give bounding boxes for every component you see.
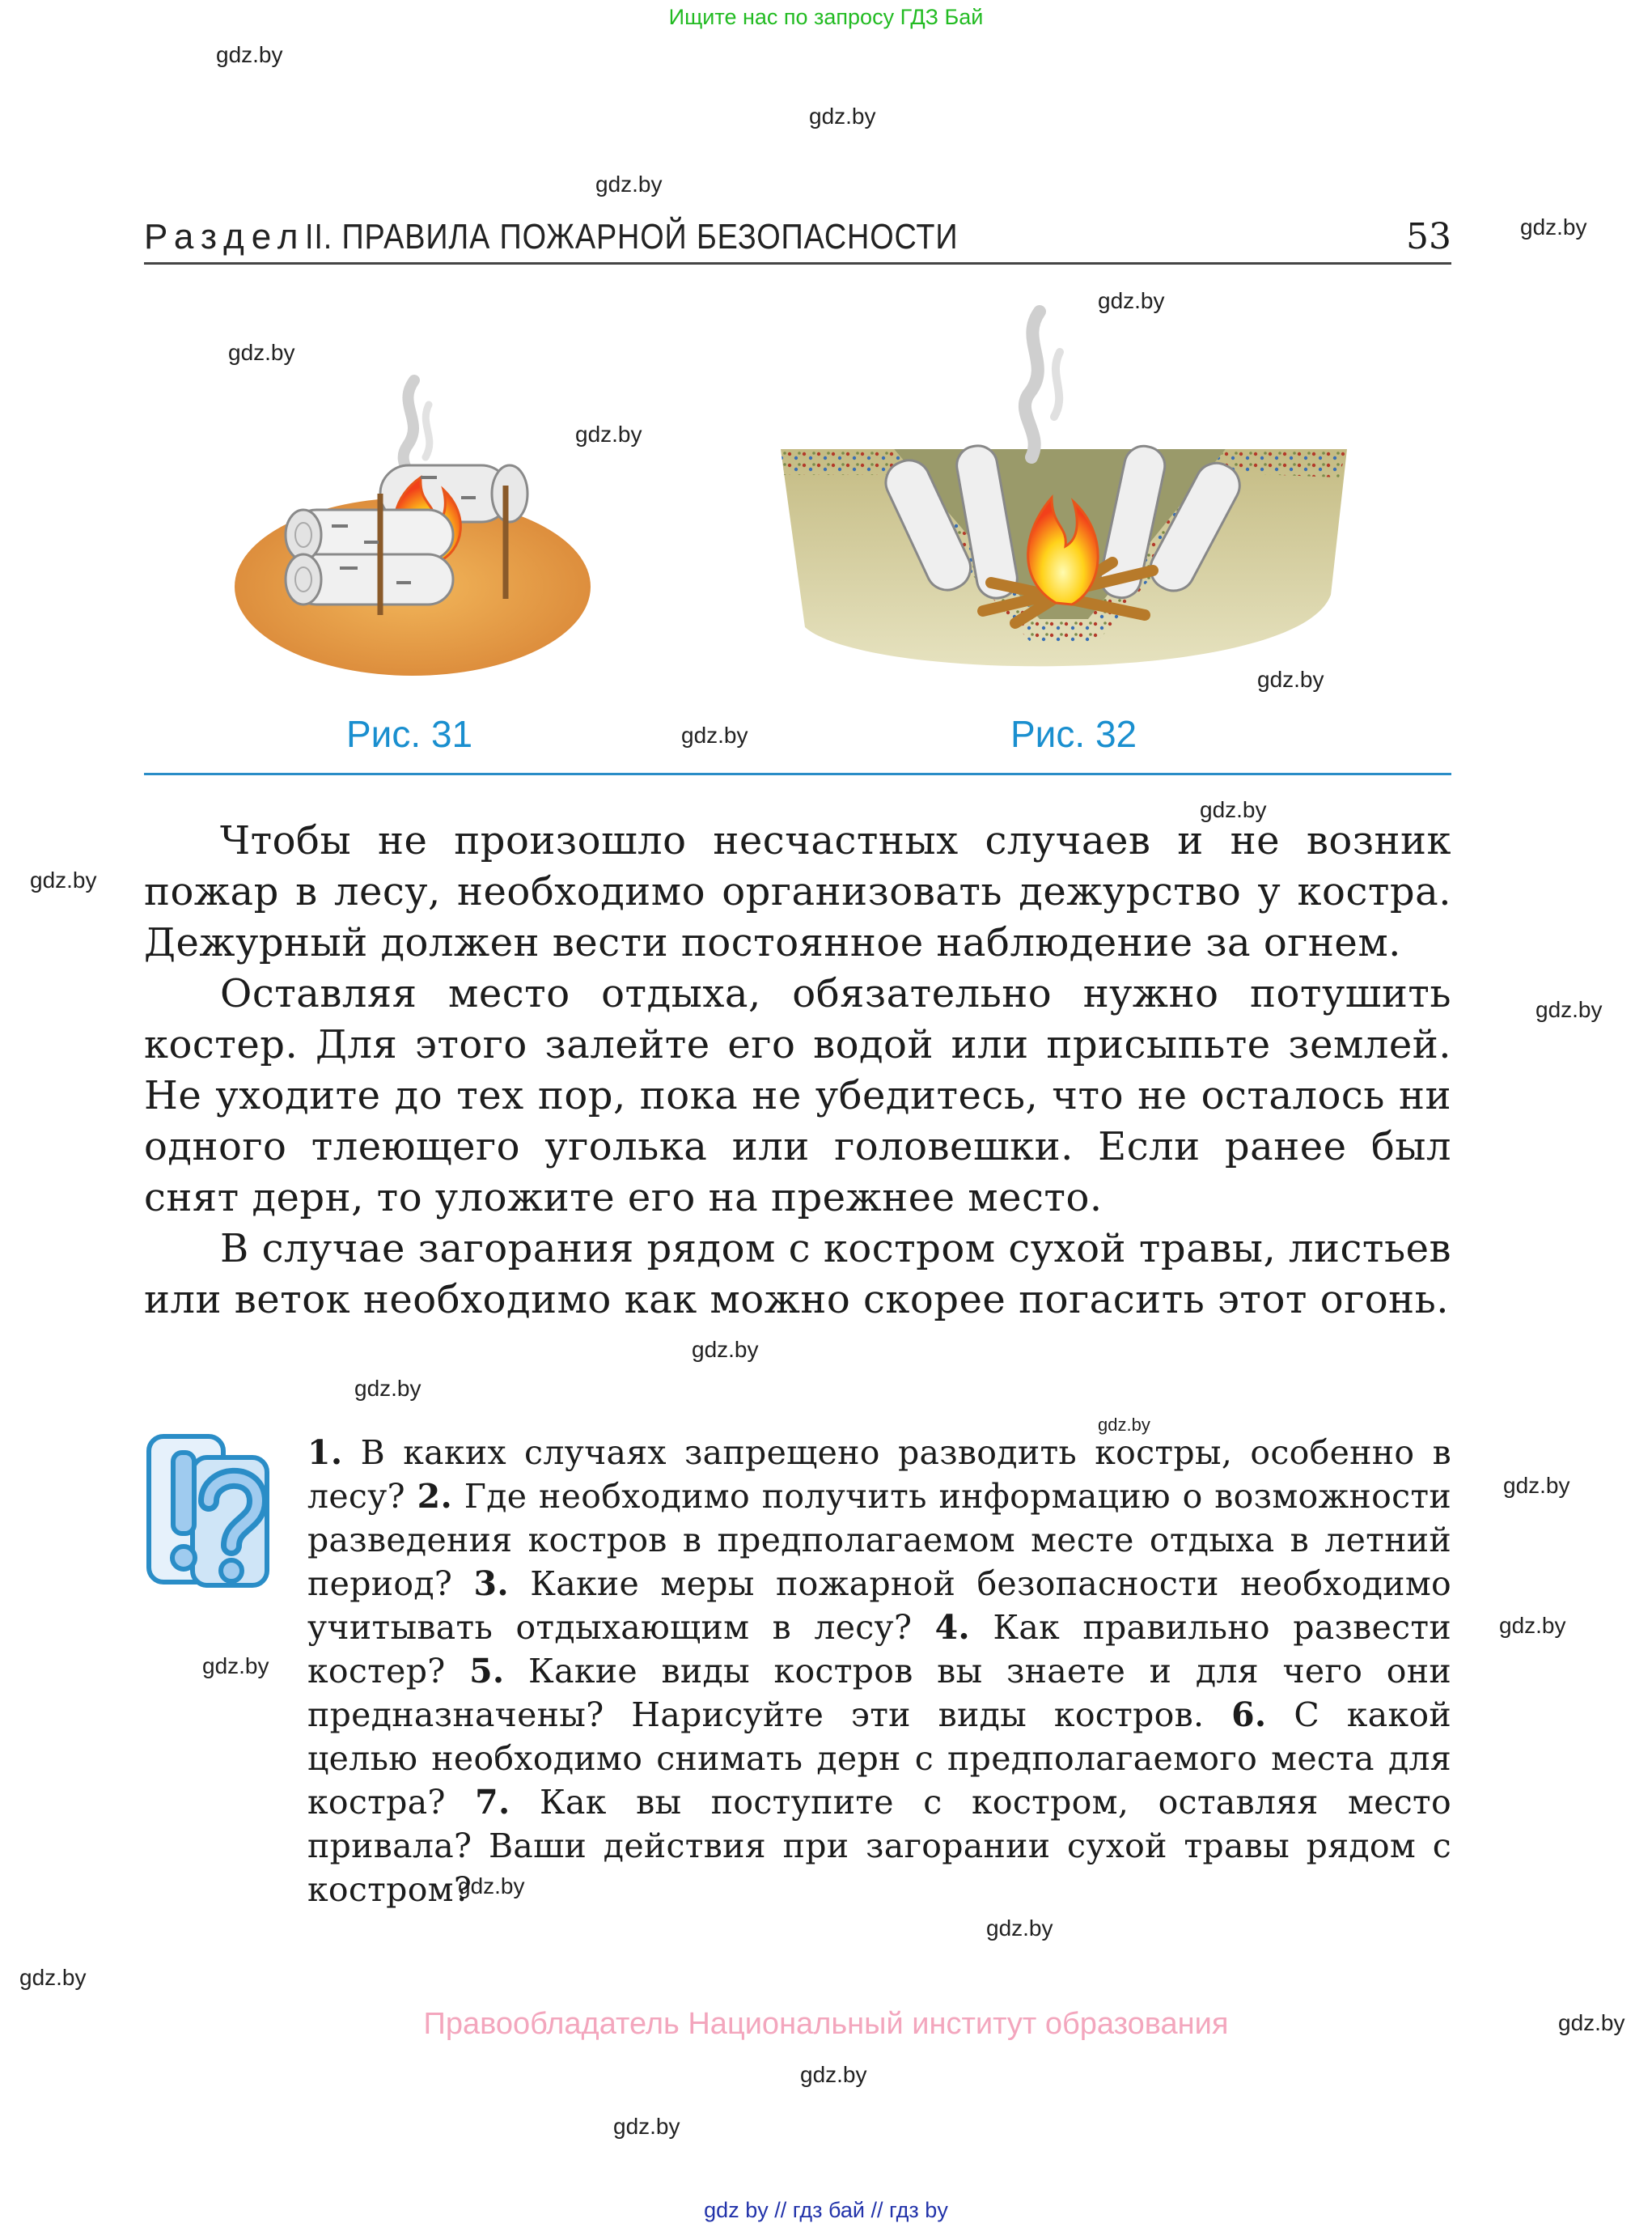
top-search-note: Ищите нас по запросу ГДЗ Бай bbox=[668, 5, 984, 29]
figure-31-caption: Рис. 31 bbox=[346, 713, 473, 755]
bottom-link[interactable]: гдз бай bbox=[792, 2198, 865, 2222]
figure-divider bbox=[144, 773, 1451, 775]
watermark: gdz.by bbox=[19, 1965, 87, 1990]
watermark: gdz.by bbox=[986, 1915, 1053, 1941]
question-number: 4. bbox=[934, 1608, 970, 1647]
page-number: 53 bbox=[1406, 216, 1451, 257]
watermark: gdz.by bbox=[809, 104, 876, 129]
question-text: Какие виды костров вы знаете и для чего они предназначены? Нарисуйте эти виды костров. bbox=[307, 1652, 1451, 1734]
question-text: Какие меры пожарной безопасности необходимо учитывать отдыхающим в лесу? bbox=[307, 1564, 1451, 1647]
watermark: gdz.by bbox=[30, 868, 97, 893]
watermark: gdz.by bbox=[458, 1873, 525, 1898]
watermark: gdz.by bbox=[613, 2114, 680, 2139]
watermark: gdz.by bbox=[1098, 288, 1165, 313]
bottom-link[interactable]: гдз by bbox=[889, 2198, 948, 2222]
watermark: gdz.by bbox=[800, 2062, 867, 2087]
watermark: gdz.by bbox=[216, 42, 283, 67]
question-number: 1. bbox=[307, 1433, 343, 1472]
watermark: gdz.by bbox=[1257, 667, 1324, 692]
watermark: gdz.by bbox=[1098, 1415, 1150, 1435]
watermark: gdz.by bbox=[575, 422, 642, 447]
watermark: gdz.by bbox=[354, 1376, 421, 1401]
link-separator: // bbox=[774, 2198, 787, 2222]
section-title bbox=[144, 217, 1065, 257]
copyright-note: Правообладатель Национальный институт образования bbox=[423, 2007, 1229, 2041]
question-text: Как вы поступите с костром, оставляя место привала? Ваши действия при загорании сухой травы рядом с костром? bbox=[307, 1783, 1451, 1909]
section-name: II. ПРАВИЛА ПОЖАРНОЙ БЕЗОПАСНОСТИ bbox=[305, 217, 959, 257]
section-label: Раздел bbox=[144, 217, 306, 257]
bottom-link[interactable]: gdz by bbox=[704, 2198, 769, 2222]
watermark: gdz.by bbox=[1520, 214, 1587, 240]
paragraph: В случае загорания рядом с костром сухой травы, листьев или веток необходимо как можно скорее погасить этот огонь. bbox=[144, 1226, 1451, 1322]
watermark: gdz.by bbox=[595, 172, 663, 197]
figure-32-caption: Рис. 32 bbox=[1010, 713, 1137, 755]
question-text: Как правильно развести костер? bbox=[307, 1608, 1451, 1691]
watermark: gdz.by bbox=[1499, 1613, 1566, 1638]
watermark: gdz.by bbox=[1200, 797, 1267, 822]
review-questions bbox=[307, 1431, 1451, 1911]
link-separator: // bbox=[870, 2198, 883, 2222]
question-text: В каких случаях запрещено разводить костры, особенно в лесу? bbox=[307, 1433, 1451, 1516]
running-header bbox=[144, 212, 1451, 265]
watermark: gdz.by bbox=[1558, 2010, 1625, 2035]
watermark: gdz.by bbox=[202, 1653, 269, 1678]
watermark: gdz.by bbox=[1536, 997, 1603, 1022]
watermark: gdz.by bbox=[681, 723, 748, 748]
pit-campfire-illustration bbox=[773, 303, 1355, 684]
question-item bbox=[307, 1783, 1451, 1909]
question-number: 7. bbox=[475, 1783, 510, 1822]
paragraph: Оставляя место отдыха, обязательно нужно потушить костер. Для этого залейте его водой или присыпьте землей. Не уходите до тех пор, пока не убедитесь, что не осталось ни одного тлеющего уголька или головешки. Если ранее был снят дерн, то уложите его на прежнее место. bbox=[144, 971, 1451, 1220]
watermark: gdz.by bbox=[1503, 1473, 1570, 1498]
question-text: Где необходимо получить информацию о возможности разведения костров в предполагаемом месте отдыха в летний период? bbox=[307, 1477, 1452, 1603]
watermark: gdz.by bbox=[228, 340, 295, 365]
question-text: С какой целью необходимо снимать дерн с предполагаемого места для костра? bbox=[307, 1695, 1451, 1822]
campfire-illustration bbox=[235, 356, 607, 680]
watermark: gdz.by bbox=[692, 1337, 759, 1362]
question-number: 3. bbox=[473, 1564, 509, 1603]
question-exclamation-icon bbox=[144, 1428, 273, 1590]
paragraph: Чтобы не произошло несчастных случаев и не возник пожар в лесу, необходимо организовать дежурство у костра. Дежурный должен вести постоянное наблюдение за огнем. bbox=[144, 818, 1451, 965]
question-number: 2. bbox=[417, 1477, 453, 1516]
main-text bbox=[144, 816, 1451, 1326]
bottom-links bbox=[0, 2198, 1652, 2223]
question-number: 6. bbox=[1231, 1695, 1267, 1734]
question-number: 5. bbox=[469, 1652, 505, 1691]
